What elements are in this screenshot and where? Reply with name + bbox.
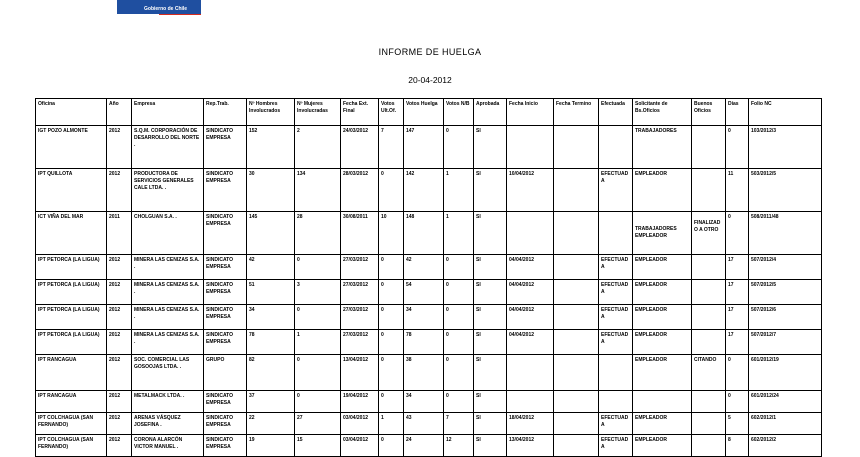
report-date: 20-04-2012	[408, 75, 452, 85]
column-header: Votos Ult.Of.	[379, 99, 404, 126]
cell-fecha-termino	[554, 305, 599, 330]
cell-votos-huelga: 54	[404, 280, 444, 305]
cell-buenos-oficios	[692, 305, 726, 330]
cell-aprobada: SI	[474, 169, 507, 212]
cell-fecha-termino	[554, 255, 599, 280]
cell-fecha-termino	[554, 280, 599, 305]
column-header: Fecha Termino	[554, 99, 599, 126]
column-header: Nº Mujeres Involucradas	[295, 99, 341, 126]
cell-oficina: ICT VIÑA DEL MAR	[36, 212, 107, 255]
cell-empresa: CORONA ALARCÓN VICTOR MANUEL .	[132, 435, 204, 457]
cell-efectuada: EFECTUADA	[599, 255, 633, 280]
cell-rep: SINDICATO EMPRESA	[204, 413, 247, 435]
cell-fecha-termino	[554, 355, 599, 391]
cell-votos-nb: 0	[444, 330, 474, 355]
cell-votos-huelga: 147	[404, 126, 444, 169]
cell-votos-ult: 7	[379, 126, 404, 169]
cell-aprobada: SI	[474, 305, 507, 330]
cell-solicitante: TRABAJADORES	[633, 126, 692, 169]
cell-empresa: ARENAS VÁSQUEZ JOSEFINA .	[132, 413, 204, 435]
cell-hombres: 51	[247, 280, 295, 305]
cell-fecha-ext: 13/04/2012	[341, 355, 379, 391]
cell-oficina: IGT POZO ALMONTE	[36, 126, 107, 169]
cell-anio: 2012	[107, 330, 132, 355]
cell-aprobada: SI	[474, 413, 507, 435]
cell-buenos-oficios: FINALIZADO A OTRO	[692, 212, 726, 255]
cell-rep: SINDICATO EMPRESA	[204, 435, 247, 457]
cell-votos-ult: 0	[379, 355, 404, 391]
cell-empresa: MINERA LAS CENIZAS S.A. .	[132, 305, 204, 330]
column-header: Nº Hombres Involucrados	[247, 99, 295, 126]
table-row	[36, 305, 822, 330]
cell-empresa: MINERA LAS CENIZAS S.A. .	[132, 255, 204, 280]
cell-votos-nb: 1	[444, 169, 474, 212]
cell-efectuada	[599, 212, 633, 255]
cell-hombres: 30	[247, 169, 295, 212]
column-header: Solicitante de Bs.Oficios	[633, 99, 692, 126]
cell-solicitante: EMPLEADOR	[633, 305, 692, 330]
cell-votos-huelga: 43	[404, 413, 444, 435]
cell-fecha-inicio	[507, 212, 554, 255]
cell-solicitante: EMPLEADOR	[633, 435, 692, 457]
cell-fecha-termino	[554, 212, 599, 255]
cell-votos-ult: 10	[379, 212, 404, 255]
cell-efectuada	[599, 355, 633, 391]
cell-oficina: IPT COLCHAGUA (SAN FERNANDO)	[36, 435, 107, 457]
column-header: Folio NC	[749, 99, 822, 126]
table-row	[36, 355, 822, 391]
cell-anio: 2012	[107, 280, 132, 305]
cell-aprobada: SI	[474, 391, 507, 413]
cell-oficina: IPT RANCAGUA	[36, 355, 107, 391]
cell-anio: 2012	[107, 169, 132, 212]
cell-empresa: MINERA LAS CENIZAS S.A. .	[132, 280, 204, 305]
cell-folio: 602/2012/1	[749, 413, 822, 435]
cell-solicitante: EMPLEADOR	[633, 169, 692, 212]
cell-anio: 2012	[107, 126, 132, 169]
cell-aprobada: SI	[474, 255, 507, 280]
cell-hombres: 145	[247, 212, 295, 255]
cell-votos-huelga: 142	[404, 169, 444, 212]
cell-empresa: S.Q.M. CORPORACIÓN DE DESARROLLO DEL NORTE .	[132, 126, 204, 169]
cell-fecha-inicio: 04/04/2012	[507, 255, 554, 280]
cell-mujeres: 2	[295, 126, 341, 169]
column-header: Fecha Inicio	[507, 99, 554, 126]
cell-folio: 507/2012/4	[749, 255, 822, 280]
table-row	[36, 330, 822, 355]
cell-mujeres: 0	[295, 391, 341, 413]
cell-folio: 601/2012/24	[749, 391, 822, 413]
cell-folio: 508/2011/48	[749, 212, 822, 255]
cell-dias: 5	[726, 413, 749, 435]
cell-anio: 2011	[107, 212, 132, 255]
cell-oficina: IPT COLCHAGUA (SAN FERNANDO)	[36, 413, 107, 435]
cell-votos-ult: 0	[379, 255, 404, 280]
cell-aprobada: SI	[474, 330, 507, 355]
table-row	[36, 435, 822, 457]
cell-votos-nb: 0	[444, 305, 474, 330]
cell-fecha-inicio: 10/04/2012	[507, 169, 554, 212]
cell-votos-nb: 0	[444, 391, 474, 413]
cell-buenos-oficios	[692, 255, 726, 280]
cell-fecha-inicio: 04/04/2012	[507, 330, 554, 355]
column-header: Aprobada	[474, 99, 507, 126]
cell-solicitante: TRABAJADORES EMPLEADOR	[633, 212, 692, 255]
cell-solicitante: EMPLEADOR	[633, 413, 692, 435]
cell-votos-nb: 1	[444, 212, 474, 255]
cell-rep: SINDICATO EMPRESA	[204, 169, 247, 212]
cell-fecha-inicio: 13/04/2012	[507, 435, 554, 457]
cell-anio: 2012	[107, 391, 132, 413]
cell-votos-huelga: 38	[404, 355, 444, 391]
cell-mujeres: 134	[295, 169, 341, 212]
cell-fecha-inicio: 04/04/2012	[507, 280, 554, 305]
cell-votos-ult: 0	[379, 435, 404, 457]
cell-fecha-ext: 03/04/2012	[341, 435, 379, 457]
cell-hombres: 19	[247, 435, 295, 457]
cell-oficina: IPT PETORCA (LA LIGUA)	[36, 330, 107, 355]
cell-rep: SINDICATO EMPRESA	[204, 305, 247, 330]
cell-fecha-termino	[554, 413, 599, 435]
table-row	[36, 413, 822, 435]
column-header: Fecha Ext. Final	[341, 99, 379, 126]
table-row	[36, 126, 822, 169]
cell-dias: 17	[726, 305, 749, 330]
cell-fecha-termino	[554, 330, 599, 355]
cell-efectuada: EFECTUADA	[599, 169, 633, 212]
cell-votos-ult: 0	[379, 169, 404, 212]
cell-mujeres: 28	[295, 212, 341, 255]
cell-anio: 2012	[107, 435, 132, 457]
cell-dias: 0	[726, 126, 749, 169]
cell-folio: 503/2012/5	[749, 169, 822, 212]
cell-efectuada: EFECTUADA	[599, 280, 633, 305]
column-header: Oficina	[36, 99, 107, 126]
cell-hombres: 78	[247, 330, 295, 355]
cell-solicitante	[633, 391, 692, 413]
column-header: Efectuada	[599, 99, 633, 126]
cell-fecha-ext: 27/03/2012	[341, 330, 379, 355]
cell-solicitante: EMPLEADOR	[633, 330, 692, 355]
cell-votos-nb: 0	[444, 355, 474, 391]
cell-mujeres: 0	[295, 305, 341, 330]
cell-fecha-inicio: 18/04/2012	[507, 413, 554, 435]
cell-votos-huelga: 34	[404, 305, 444, 330]
cell-empresa: MINERA LAS CENIZAS S.A. .	[132, 330, 204, 355]
cell-votos-huelga: 42	[404, 255, 444, 280]
column-header: Días	[726, 99, 749, 126]
cell-folio: 507/2012/7	[749, 330, 822, 355]
cell-fecha-ext: 27/03/2012	[341, 255, 379, 280]
cell-efectuada: EFECTUADA	[599, 330, 633, 355]
cell-votos-nb: 12	[444, 435, 474, 457]
cell-mujeres: 27	[295, 413, 341, 435]
cell-dias: 8	[726, 435, 749, 457]
cell-buenos-oficios	[692, 169, 726, 212]
cell-votos-huelga: 24	[404, 435, 444, 457]
cell-votos-ult: 0	[379, 391, 404, 413]
cell-empresa: SOC. COMERCIAL LAS GOSOOJAS LTDA. .	[132, 355, 204, 391]
cell-folio: 602/2012/2	[749, 435, 822, 457]
cell-fecha-inicio: 04/04/2012	[507, 305, 554, 330]
cell-buenos-oficios	[692, 413, 726, 435]
table-row	[36, 212, 822, 255]
cell-dias: 17	[726, 330, 749, 355]
cell-fecha-ext: 28/03/2012	[341, 169, 379, 212]
cell-fecha-termino	[554, 169, 599, 212]
cell-efectuada: EFECTUADA	[599, 305, 633, 330]
cell-votos-ult: 0	[379, 305, 404, 330]
cell-buenos-oficios	[692, 330, 726, 355]
cell-hombres: 37	[247, 391, 295, 413]
cell-mujeres: 1	[295, 330, 341, 355]
cell-fecha-ext: 19/04/2012	[341, 391, 379, 413]
cell-rep: SINDICATO EMPRESA	[204, 280, 247, 305]
column-header: Año	[107, 99, 132, 126]
cell-solicitante: EMPLEADOR	[633, 255, 692, 280]
cell-votos-huelga: 34	[404, 391, 444, 413]
cell-anio: 2012	[107, 255, 132, 280]
cell-empresa: CHOLGUAN S.A. .	[132, 212, 204, 255]
cell-rep: SINDICATO EMPRESA	[204, 391, 247, 413]
cell-anio: 2012	[107, 355, 132, 391]
cell-aprobada: SI	[474, 435, 507, 457]
cell-fecha-inicio	[507, 391, 554, 413]
cell-empresa: METALMACK LTDA. .	[132, 391, 204, 413]
table-row	[36, 280, 822, 305]
cell-empresa: PRODUCTORA DE SERVICIOS GENERALES CALE LTDA. .	[132, 169, 204, 212]
cell-oficina: IPT PETORCA (LA LIGUA)	[36, 305, 107, 330]
cell-efectuada	[599, 391, 633, 413]
cell-mujeres: 15	[295, 435, 341, 457]
cell-dias: 0	[726, 212, 749, 255]
cell-fecha-ext: 03/04/2012	[341, 413, 379, 435]
column-header: Buenos Oficios	[692, 99, 726, 126]
cell-aprobada: SI	[474, 280, 507, 305]
cell-folio: 601/2012/19	[749, 355, 822, 391]
cell-folio: 507/2012/5	[749, 280, 822, 305]
cell-efectuada: EFECTUADA	[599, 413, 633, 435]
cell-fecha-inicio	[507, 126, 554, 169]
report-title: INFORME DE HUELGA	[378, 47, 482, 57]
table-header-row	[36, 99, 822, 126]
gobierno-de-chile-logo	[117, 0, 201, 14]
cell-dias: 17	[726, 280, 749, 305]
cell-rep: GRUPO	[204, 355, 247, 391]
cell-folio: 507/2012/6	[749, 305, 822, 330]
cell-rep: SINDICATO EMPRESA	[204, 212, 247, 255]
cell-votos-ult: 0	[379, 280, 404, 305]
cell-votos-huelga: 78	[404, 330, 444, 355]
cell-dias: 17	[726, 255, 749, 280]
cell-votos-huelga: 148	[404, 212, 444, 255]
cell-aprobada: SI	[474, 126, 507, 169]
cell-votos-nb: 0	[444, 255, 474, 280]
cell-fecha-inicio	[507, 355, 554, 391]
cell-hombres: 82	[247, 355, 295, 391]
cell-folio: 103/2012/3	[749, 126, 822, 169]
column-header: Empresa	[132, 99, 204, 126]
cell-fecha-ext: 27/03/2012	[341, 305, 379, 330]
table-body	[36, 126, 822, 457]
cell-buenos-oficios	[692, 126, 726, 169]
cell-aprobada: SI	[474, 355, 507, 391]
cell-fecha-termino	[554, 435, 599, 457]
cell-buenos-oficios: CITANDO	[692, 355, 726, 391]
cell-fecha-termino	[554, 391, 599, 413]
cell-votos-nb: 0	[444, 280, 474, 305]
strike-report-table	[35, 98, 822, 457]
cell-mujeres: 0	[295, 355, 341, 391]
cell-fecha-ext: 27/03/2012	[341, 280, 379, 305]
table-row	[36, 255, 822, 280]
cell-dias: 0	[726, 391, 749, 413]
column-header: Rep.Trab.	[204, 99, 247, 126]
cell-efectuada: EFECTUADA	[599, 435, 633, 457]
logo-text: Gobierno de Chile	[144, 6, 188, 12]
cell-solicitante: EMPLEADOR	[633, 355, 692, 391]
cell-dias: 0	[726, 355, 749, 391]
cell-hombres: 152	[247, 126, 295, 169]
cell-rep: SINDICATO EMPRESA	[204, 255, 247, 280]
cell-oficina: IPT PETORCA (LA LIGUA)	[36, 280, 107, 305]
column-header: Votos N/B	[444, 99, 474, 126]
cell-rep: SINDICATO EMPRESA	[204, 330, 247, 355]
cell-oficina: IPT RANCAGUA	[36, 391, 107, 413]
cell-fecha-ext: 30/08/2011	[341, 212, 379, 255]
cell-fecha-termino	[554, 126, 599, 169]
cell-mujeres: 0	[295, 255, 341, 280]
cell-oficina: IPT QUILLOTA	[36, 169, 107, 212]
cell-fecha-ext: 24/03/2012	[341, 126, 379, 169]
cell-buenos-oficios	[692, 280, 726, 305]
cell-anio: 2012	[107, 305, 132, 330]
cell-efectuada	[599, 126, 633, 169]
cell-buenos-oficios	[692, 435, 726, 457]
cell-rep: SINDICATO EMPRESA	[204, 126, 247, 169]
cell-hombres: 42	[247, 255, 295, 280]
cell-oficina: IPT PETORCA (LA LIGUA)	[36, 255, 107, 280]
cell-aprobada: SI	[474, 212, 507, 255]
table-row	[36, 391, 822, 413]
cell-hombres: 22	[247, 413, 295, 435]
cell-hombres: 34	[247, 305, 295, 330]
cell-mujeres: 3	[295, 280, 341, 305]
column-header: Votos Huelga	[404, 99, 444, 126]
cell-votos-ult: 1	[379, 413, 404, 435]
cell-votos-nb: 0	[444, 126, 474, 169]
cell-buenos-oficios	[692, 391, 726, 413]
table-row	[36, 169, 822, 212]
cell-solicitante: EMPLEADOR	[633, 280, 692, 305]
cell-votos-ult: 0	[379, 330, 404, 355]
cell-dias: 11	[726, 169, 749, 212]
cell-anio: 2012	[107, 413, 132, 435]
cell-votos-nb: 7	[444, 413, 474, 435]
